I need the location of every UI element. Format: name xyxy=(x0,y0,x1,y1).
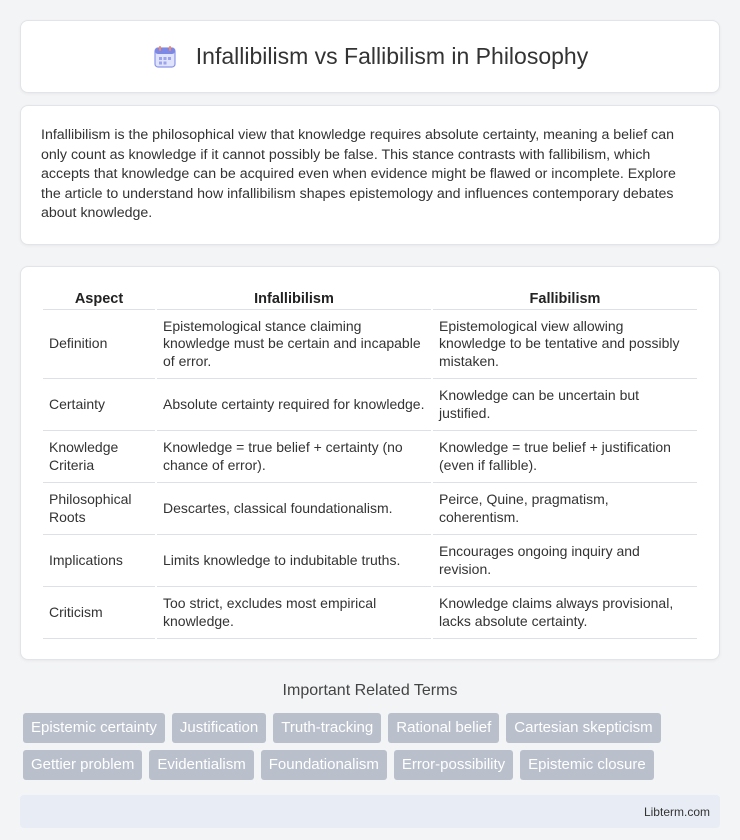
related-terms-title: Important Related Terms xyxy=(282,682,458,699)
column-header-infallibilism: Infallibilism xyxy=(157,289,431,310)
intro-text: Infallibilism is the philosophical view that knowledge requires absolute certainty, meaning a belief can only count as knowledge if it cannot possibly be false. This stance contrasts with fallibilism, which accepts that knowledge can be acquired even when evidence might be flawed or incomplete. Explore the article to understand how infallibilism shapes epistemology and influences contemporary debates about knowledge. xyxy=(41,127,676,221)
fallibilism-cell: Knowledge claims always provisional, lacks absolute certainty. xyxy=(433,587,697,639)
aspect-cell: Criticism xyxy=(43,587,155,639)
footer-site-link[interactable]: Libterm.com xyxy=(643,804,710,819)
related-term-tag[interactable]: Epistemic certainty xyxy=(23,713,165,743)
fallibilism-cell: Peirce, Quine, pragmatism, coherentism. xyxy=(433,483,697,535)
related-term-tag[interactable]: Epistemic closure xyxy=(520,750,654,780)
table-row xyxy=(43,483,697,535)
related-term-tag[interactable]: Justification xyxy=(172,713,266,743)
fallibilism-cell: Epistemological view allowing knowledge to be tentative and possibly mistaken. xyxy=(433,310,697,380)
table-header-row xyxy=(43,289,697,310)
infallibilism-cell: Limits knowledge to indubitable truths. xyxy=(157,535,431,587)
infallibilism-cell: Absolute certainty required for knowledge. xyxy=(157,379,431,431)
intro-card xyxy=(20,105,720,245)
aspect-cell: Definition xyxy=(43,310,155,380)
page-header xyxy=(20,20,720,93)
infallibilism-cell: Knowledge = true belief + certainty (no chance of error). xyxy=(157,431,431,483)
infallibilism-cell: Descartes, classical foundationalism. xyxy=(157,483,431,535)
fallibilism-cell: Encourages ongoing inquiry and revision. xyxy=(433,535,697,587)
column-header-fallibilism: Fallibilism xyxy=(433,289,697,310)
aspect-cell: Implications xyxy=(43,535,155,587)
page-title: Infallibilism vs Fallibilism in Philosophy xyxy=(195,43,589,69)
calendar-icon xyxy=(152,44,178,70)
column-header-aspect: Aspect xyxy=(43,289,155,310)
aspect-cell: Certainty xyxy=(43,379,155,431)
page-footer xyxy=(20,795,720,828)
related-terms-list xyxy=(20,713,720,780)
fallibilism-cell: Knowledge = true belief + justification (even if fallible). xyxy=(433,431,697,483)
table-row xyxy=(43,535,697,587)
aspect-cell: Philosophical Roots xyxy=(43,483,155,535)
related-term-tag[interactable]: Gettier problem xyxy=(23,750,142,780)
aspect-cell: Knowledge Criteria xyxy=(43,431,155,483)
related-term-tag[interactable]: Rational belief xyxy=(388,713,499,743)
related-term-tag[interactable]: Cartesian skepticism xyxy=(506,713,660,743)
table-row xyxy=(43,431,697,483)
table-row xyxy=(43,587,697,639)
related-term-tag[interactable]: Evidentialism xyxy=(149,750,253,780)
related-term-tag[interactable]: Error-possibility xyxy=(394,750,513,780)
infallibilism-cell: Too strict, excludes most empirical knowledge. xyxy=(157,587,431,639)
table-row xyxy=(43,310,697,380)
fallibilism-cell: Knowledge can be uncertain but justified. xyxy=(433,379,697,431)
related-term-tag[interactable]: Truth-tracking xyxy=(273,713,381,743)
comparison-table xyxy=(41,289,699,640)
related-term-tag[interactable]: Foundationalism xyxy=(261,750,387,780)
infallibilism-cell: Epistemological stance claiming knowledge must be certain and incapable of error. xyxy=(157,310,431,380)
comparison-card xyxy=(20,266,720,661)
table-row xyxy=(43,379,697,431)
